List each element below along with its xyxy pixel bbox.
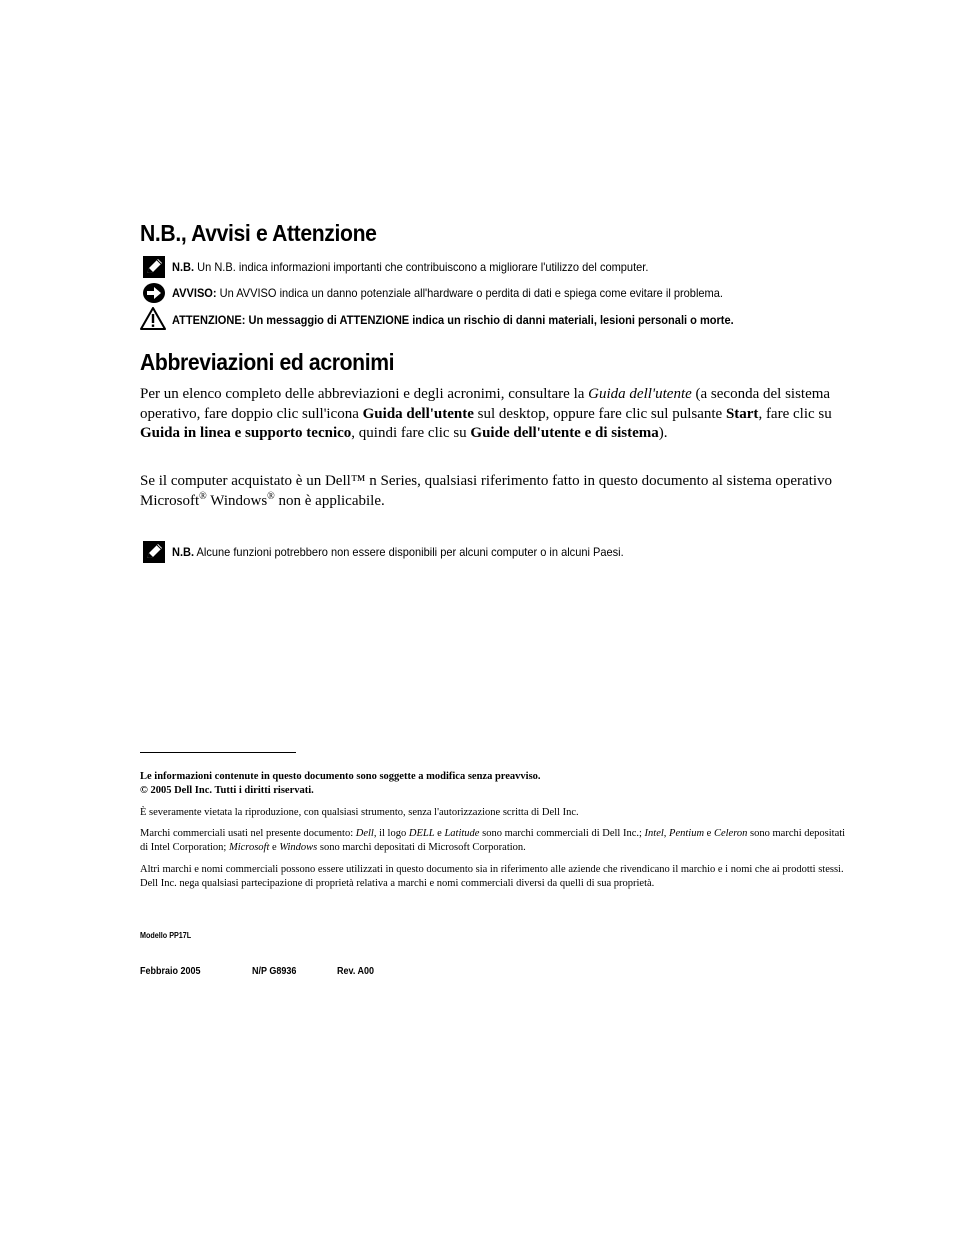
note-body: Un N.B. indica informazioni importanti che contribuiscono a migliorare l'utilizzo del computer. bbox=[194, 260, 649, 274]
text-run: sul desktop, oppure fare clic sul pulsante bbox=[473, 405, 726, 422]
text-run: Per un elenco completo delle abbreviazioni e degli acronimi, consultare la bbox=[140, 386, 589, 402]
text-run: Se il computer acquistato è un Dell™ n Series, qualsiasi riferimento fatto in questo documento al sistema operativo Microsoft bbox=[140, 473, 833, 509]
notice-arrow-icon bbox=[142, 282, 164, 304]
caution-body: Un messaggio di ATTENZIONE indica un rischio di danni materiali, lesioni personali o morte. bbox=[245, 313, 734, 327]
registered-mark: ® bbox=[199, 490, 207, 502]
notice-body: Un AVVISO indica un danno potenziale all'hardware o perdita di dati e spiega come evitare il problema. bbox=[216, 286, 723, 300]
system-guides-ref: Guide dell'utente e di sistema bbox=[470, 425, 659, 441]
text-run: ). bbox=[658, 425, 668, 441]
trademark: Dell bbox=[355, 828, 374, 839]
text-run: , fare clic su bbox=[758, 405, 832, 422]
help-support-ref: Guida in linea e supporto tecnico bbox=[140, 425, 352, 441]
trademark: Latitude bbox=[444, 828, 480, 839]
caution-triangle-icon bbox=[140, 307, 166, 329]
user-guide-icon-ref: Guida dell'utente bbox=[362, 405, 474, 422]
text-run: (a seconda del sistema operativo, fare doppio clic sull'icona bbox=[140, 386, 831, 422]
caution-label: ATTENZIONE: bbox=[172, 313, 246, 327]
notice-label: AVVISO: bbox=[172, 286, 217, 300]
text-run: e bbox=[704, 828, 714, 839]
reproduction-notice: È severamente vietata la riproduzione, con qualsiasi strumento, senza l'autorizzazione scritta di Dell Inc. bbox=[140, 807, 579, 818]
registered-mark: ® bbox=[267, 490, 275, 502]
model-number: Modello PP17L bbox=[140, 931, 192, 940]
part-number: N/P G8936 bbox=[252, 966, 297, 977]
footnote-divider bbox=[140, 752, 296, 753]
note-text-1 bbox=[172, 260, 648, 274]
note-label: N.B. bbox=[172, 545, 195, 559]
text-run: , bbox=[663, 828, 670, 839]
note-pencil-icon bbox=[143, 256, 165, 278]
section-title-notes: N.B., Avvisi e Attenzione bbox=[140, 220, 377, 246]
note-text-2 bbox=[172, 545, 624, 559]
legal-change-notice: Le informazioni contenute in questo documento sono soggette a modifica senza preavviso. bbox=[140, 771, 541, 782]
trademark: Celeron bbox=[713, 828, 748, 839]
trademark: Windows bbox=[279, 842, 318, 853]
text-run: , quindi fare clic su bbox=[351, 425, 471, 441]
trademark: Microsoft bbox=[228, 842, 270, 853]
text-run: non è applicabile. bbox=[274, 492, 385, 509]
legal-notice-header bbox=[140, 770, 850, 798]
user-guide-ref: Guida dell'utente bbox=[588, 386, 692, 402]
text-run: , il logo bbox=[373, 828, 409, 839]
caution-text bbox=[172, 313, 734, 327]
trademark: DELL bbox=[408, 828, 435, 839]
abbreviations-paragraph bbox=[140, 385, 840, 444]
text-run: sono marchi depositati di Microsoft Corporation. bbox=[317, 842, 526, 853]
n-series-paragraph bbox=[140, 472, 840, 511]
text-run: e bbox=[434, 828, 445, 839]
revision: Rev. A00 bbox=[337, 966, 375, 977]
start-button-ref: Start bbox=[725, 405, 759, 422]
copyright-line: © 2005 Dell Inc. Tutti i diritti riservati. bbox=[140, 785, 314, 796]
trademark: Intel bbox=[644, 828, 664, 839]
text-run: sono marchi commerciali di Dell Inc.; bbox=[479, 828, 645, 839]
publication-date: Febbraio 2005 bbox=[140, 966, 201, 977]
trademarks-paragraph bbox=[140, 827, 850, 855]
text-run: e bbox=[269, 842, 280, 853]
note-pencil-icon bbox=[143, 541, 165, 563]
note-label: N.B. bbox=[172, 260, 195, 274]
text-run: Marchi commerciali usati nel presente documento: bbox=[140, 828, 356, 839]
other-trademarks-paragraph: Altri marchi e nomi commerciali possono essere utilizzati in questo documento sia in riferimento alle aziende che rivendicano il marchio e i nomi che ai prodotti stessi. Dell Inc. nega qualsiasi partecipazione di proprietà relativa a marchi e nomi commerciali diversi da quelli di sua proprietà. bbox=[140, 864, 844, 889]
trademark: Pentium bbox=[669, 828, 705, 839]
note-body: Alcune funzioni potrebbero non essere disponibili per alcuni computer o in alcuni Paesi. bbox=[194, 545, 624, 559]
section-title-abbreviations: Abbreviazioni ed acronimi bbox=[140, 349, 395, 375]
text-run: Windows bbox=[206, 492, 268, 509]
text-run: sono marchi depositati di Intel Corporation; bbox=[140, 828, 846, 853]
notice-text bbox=[172, 286, 723, 300]
